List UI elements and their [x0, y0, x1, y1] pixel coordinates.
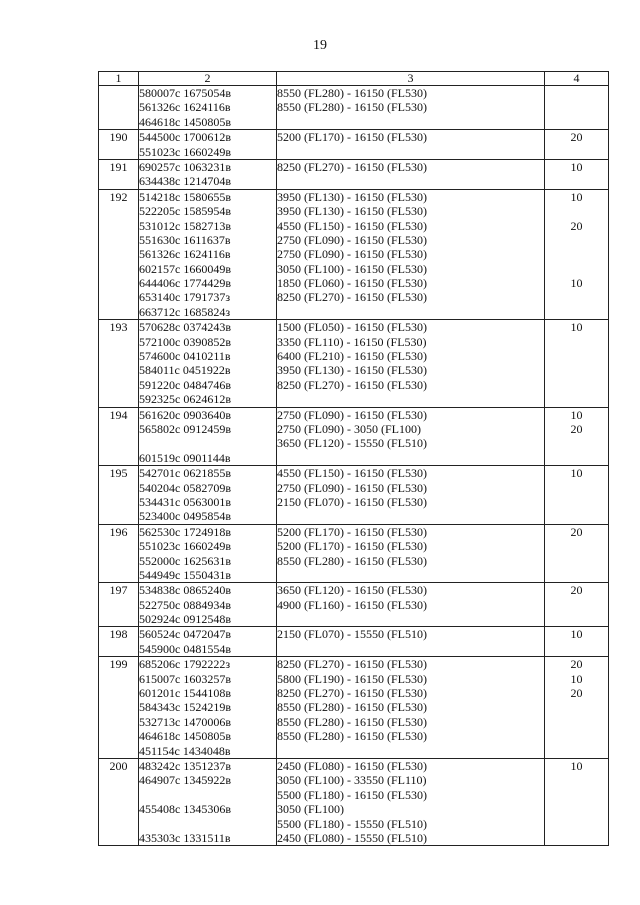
- value-line: [545, 788, 608, 802]
- coordinate-line: 534838c 0865240в: [139, 583, 231, 598]
- value-line: 20: [570, 686, 583, 701]
- altitude-range-line: 1500 (FL050) - 16150 (FL530): [277, 320, 427, 335]
- coordinate-line: 584011c 0451922в: [139, 363, 231, 378]
- value-line: [545, 451, 608, 465]
- vals-cell: [545, 189, 609, 320]
- coordinate-line: 561620c 0903640в: [139, 407, 231, 422]
- coordinate-line: 561326c 1624116в: [139, 247, 231, 262]
- value-line: [545, 262, 608, 276]
- coordinate-line: 601201c 1544108в: [139, 686, 231, 701]
- coordinate-line: 690257c 1063231в: [139, 159, 231, 174]
- page-number: 19: [313, 38, 327, 53]
- coordinate-line: 534431c 0563001в: [139, 494, 231, 509]
- value-line: [545, 642, 608, 656]
- altitude-range-line: 2750 (FL090) - 16150 (FL530): [277, 480, 427, 495]
- altitude-range-line: 5200 (FL170) - 16150 (FL530): [277, 539, 427, 554]
- column-header: 4: [545, 72, 609, 86]
- altitude-range-line: 4550 (FL150) - 16150 (FL530): [277, 466, 427, 481]
- value-line: [545, 831, 608, 845]
- alts-cell: [277, 159, 545, 189]
- value-line: 10: [570, 758, 583, 773]
- value-line: [545, 715, 608, 729]
- altitude-range-line: 3050 (FL100) - 33550 (FL110): [277, 773, 427, 788]
- value-line: [545, 290, 608, 304]
- coordinate-line: 464907c 1345922в: [139, 773, 231, 788]
- vals-cell: [545, 407, 609, 466]
- coordinate-line: 580007c 1675054в: [139, 86, 231, 100]
- coordinate-line: 455408c 1345306в: [139, 802, 231, 817]
- altitude-range-line: 8550 (FL280) - 16150 (FL530): [277, 729, 427, 744]
- value-line: [545, 115, 608, 129]
- value-line: [545, 495, 608, 509]
- value-line: [545, 729, 608, 743]
- value-line: [545, 700, 608, 714]
- codes-cell: [139, 189, 277, 320]
- coordinate-line: 591220c 0484746в: [139, 377, 231, 392]
- altitude-range-line: 8250 (FL270) - 16150 (FL530): [277, 159, 427, 174]
- coordinate-line: 523400c 0495854в: [139, 509, 231, 524]
- value-line: [545, 612, 608, 626]
- value-line: 10: [570, 320, 583, 335]
- altitude-range-line: 3950 (FL130) - 16150 (FL530): [277, 363, 427, 378]
- value-line: 10: [570, 466, 583, 481]
- altitude-range-line: 4900 (FL160) - 16150 (FL530): [277, 597, 427, 612]
- altitude-range-line: 8250 (FL270) - 16150 (FL530): [277, 377, 427, 392]
- coordinate-line: 560524c 0472047в: [139, 627, 231, 642]
- coordinate-line: 685206c 1792222з: [139, 657, 231, 672]
- coordinate-line: 584343c 1524219в: [139, 700, 231, 715]
- coordinate-line: 545900c 0481554в: [139, 641, 231, 656]
- coordinate-line: 634438c 1214704в: [139, 174, 231, 189]
- value-line: 10: [570, 276, 583, 291]
- coordinate-line: 663712c 1685824з: [139, 304, 231, 319]
- altitude-range-line: 2450 (FL080) - 16150 (FL530): [277, 758, 427, 773]
- coordinate-line: [139, 436, 276, 450]
- altitude-range-line: [277, 642, 544, 656]
- coordinate-line: 464618c 1450805в: [139, 729, 231, 744]
- table-row: [99, 189, 609, 320]
- altitude-range-line: [277, 115, 544, 129]
- altitude-range-line: [277, 392, 544, 406]
- value-line: 20: [570, 657, 583, 672]
- row-number: 192: [99, 189, 139, 320]
- coordinate-line: 653140c 1791737з: [139, 290, 231, 305]
- altitude-range-line: [277, 509, 544, 523]
- altitude-range-line: 5500 (FL180) - 16150 (FL530): [277, 787, 427, 802]
- value-line: 10: [570, 159, 583, 174]
- row-number: 190: [99, 130, 139, 160]
- coordinate-line: 565802c 0912459в: [139, 421, 231, 436]
- altitude-range-line: 1850 (FL060) - 16150 (FL530): [277, 276, 427, 291]
- row-number: 197: [99, 583, 139, 627]
- codes-cell: [139, 407, 277, 466]
- vals-cell: [545, 320, 609, 407]
- altitude-range-line: 3950 (FL130) - 16150 (FL530): [277, 189, 427, 204]
- coordinate-line: 561326c 1624116в: [139, 100, 231, 115]
- value-line: 20: [570, 524, 583, 539]
- row-number: 194: [99, 407, 139, 466]
- coordinate-line: 601519c 0901144в: [139, 450, 231, 465]
- coordinate-line: 522205c 1585954в: [139, 204, 231, 219]
- column-header: 2: [139, 72, 277, 86]
- value-line: [545, 100, 608, 114]
- alts-cell: [277, 758, 545, 845]
- coordinate-line: [139, 788, 276, 802]
- value-line: [545, 598, 608, 612]
- coordinate-line: 644406c 1774429в: [139, 276, 231, 291]
- coordinate-line: 592325c 0624612в: [139, 392, 231, 407]
- vals-cell: [545, 130, 609, 160]
- altitude-range-line: 5500 (FL180) - 15550 (FL510): [277, 816, 427, 831]
- table-row: [99, 583, 609, 627]
- codes-cell: [139, 583, 277, 627]
- codes-cell: [139, 524, 277, 583]
- altitude-range-line: 2750 (FL090) - 16150 (FL530): [277, 247, 427, 262]
- coordinate-line: 615007c 1603257в: [139, 671, 231, 686]
- codes-cell: [139, 130, 277, 160]
- row-number: 195: [99, 466, 139, 525]
- vals-cell: [545, 86, 609, 130]
- altitude-range-line: 3650 (FL120) - 15550 (FL510): [277, 436, 427, 451]
- coordinate-line: [139, 817, 276, 831]
- altitude-range-line: [277, 174, 544, 188]
- coordinate-line: 542701c 0621855в: [139, 466, 231, 481]
- codes-cell: [139, 86, 277, 130]
- coordinate-line: 552000c 1625631в: [139, 553, 231, 568]
- column-header: 1: [99, 72, 139, 86]
- alts-cell: [277, 657, 545, 759]
- vals-cell: [545, 159, 609, 189]
- table-header-row: [99, 72, 609, 86]
- coordinate-line: 531012c 1582713в: [139, 218, 231, 233]
- value-line: [545, 436, 608, 450]
- value-line: [545, 392, 608, 406]
- value-line: [545, 174, 608, 188]
- altitude-range-line: 2450 (FL080) - 15550 (FL510): [277, 830, 427, 845]
- value-line: [545, 568, 608, 582]
- value-line: [545, 145, 608, 159]
- value-line: [545, 349, 608, 363]
- row-number: 200: [99, 758, 139, 845]
- alts-cell: [277, 524, 545, 583]
- altitude-range-line: 3050 (FL100): [277, 802, 344, 817]
- altitude-range-line: 3950 (FL130) - 16150 (FL530): [277, 204, 427, 219]
- alts-cell: [277, 86, 545, 130]
- coordinate-line: 522750c 0884934в: [139, 597, 231, 612]
- altitude-range-line: 2750 (FL090) - 3050 (FL100): [277, 421, 421, 436]
- coordinate-line: 540204c 0582709в: [139, 480, 231, 495]
- altitude-range-line: [277, 305, 544, 319]
- table-row: [99, 407, 609, 466]
- coordinate-line: 464618c 1450805в: [139, 114, 231, 129]
- coordinate-line: 551023c 1660249в: [139, 144, 231, 159]
- row-number: [99, 86, 139, 130]
- table-row: [99, 627, 609, 657]
- value-line: 10: [570, 407, 583, 422]
- table-row: [99, 320, 609, 407]
- altitude-range-line: 6400 (FL210) - 16150 (FL530): [277, 349, 427, 364]
- altitude-range-line: 8550 (FL280) - 16150 (FL530): [277, 553, 427, 568]
- altitude-range-line: [277, 145, 544, 159]
- coordinate-line: 551630c 1611637в: [139, 232, 231, 247]
- coordinate-line: 544949c 1550431в: [139, 567, 231, 582]
- altitude-range-line: 3350 (FL110) - 16150 (FL530): [277, 334, 427, 349]
- row-number: 198: [99, 627, 139, 657]
- altitude-range-line: 5800 (FL190) - 16150 (FL530): [277, 671, 427, 686]
- altitude-range-line: 2150 (FL070) - 16150 (FL530): [277, 494, 427, 509]
- coordinate-line: 435303c 1331511в: [139, 830, 231, 845]
- altitude-range-line: 4550 (FL150) - 16150 (FL530): [277, 218, 427, 233]
- altitude-range-line: 2750 (FL090) - 16150 (FL530): [277, 407, 427, 422]
- alts-cell: [277, 407, 545, 466]
- vals-cell: [545, 657, 609, 759]
- vals-cell: [545, 466, 609, 525]
- value-line: [545, 773, 608, 787]
- coordinate-line: 532713c 1470006в: [139, 714, 231, 729]
- value-line: [545, 247, 608, 261]
- vals-cell: [545, 627, 609, 657]
- coordinate-line: 562530c 1724918в: [139, 524, 231, 539]
- row-number: 199: [99, 657, 139, 759]
- value-line: [545, 817, 608, 831]
- coordinate-line: 602157c 1660049в: [139, 261, 231, 276]
- value-line: 20: [570, 218, 583, 233]
- value-line: [545, 481, 608, 495]
- altitude-range-line: [277, 451, 544, 465]
- coordinate-line: 551023c 1660249в: [139, 539, 231, 554]
- coordinate-line: 544500c 1700612в: [139, 130, 231, 145]
- altitude-range-line: 8550 (FL280) - 16150 (FL530): [277, 700, 427, 715]
- value-line: [545, 86, 608, 100]
- alts-cell: [277, 130, 545, 160]
- table-row: [99, 86, 609, 130]
- value-line: 10: [570, 627, 583, 642]
- codes-cell: [139, 758, 277, 845]
- codes-cell: [139, 159, 277, 189]
- value-line: [545, 509, 608, 523]
- codes-cell: [139, 466, 277, 525]
- altitude-range-line: 5200 (FL170) - 16150 (FL530): [277, 524, 427, 539]
- altitude-range-line: [277, 612, 544, 626]
- altitude-range-line: 5200 (FL170) - 16150 (FL530): [277, 130, 427, 145]
- altitude-range-line: 8550 (FL280) - 16150 (FL530): [277, 86, 427, 100]
- altitude-range-line: 2750 (FL090) - 16150 (FL530): [277, 232, 427, 247]
- altitude-range-line: 8550 (FL280) - 16150 (FL530): [277, 714, 427, 729]
- table-row: [99, 130, 609, 160]
- table-row: [99, 524, 609, 583]
- value-line: [545, 204, 608, 218]
- altitude-range-line: [277, 568, 544, 582]
- coordinate-line: 570628c 0374243в: [139, 320, 231, 335]
- altitude-range-line: 3050 (FL100) - 16150 (FL530): [277, 261, 427, 276]
- codes-cell: [139, 657, 277, 759]
- value-line: [545, 554, 608, 568]
- value-line: 10: [570, 189, 583, 204]
- value-line: [545, 802, 608, 816]
- coordinate-line: 483242c 1351237в: [139, 758, 231, 773]
- coordinate-line: 574600c 0410211в: [139, 349, 231, 364]
- alts-cell: [277, 320, 545, 407]
- table-row: [99, 159, 609, 189]
- value-line: [545, 363, 608, 377]
- altitude-range-line: 8250 (FL270) - 16150 (FL530): [277, 686, 427, 701]
- alts-cell: [277, 189, 545, 320]
- column-header: 3: [277, 72, 545, 86]
- altitude-range-line: 8550 (FL280) - 16150 (FL530): [277, 100, 427, 115]
- route-table: [98, 71, 609, 846]
- table-body: [99, 86, 609, 846]
- value-line: 20: [570, 130, 583, 145]
- vals-cell: [545, 524, 609, 583]
- coordinate-line: 451154c 1434048в: [139, 743, 231, 758]
- codes-cell: [139, 627, 277, 657]
- alts-cell: [277, 627, 545, 657]
- row-number: 193: [99, 320, 139, 407]
- value-line: [545, 539, 608, 553]
- vals-cell: [545, 758, 609, 845]
- alts-cell: [277, 466, 545, 525]
- value-line: [545, 335, 608, 349]
- altitude-range-line: 3650 (FL120) - 16150 (FL530): [277, 583, 427, 598]
- value-line: [545, 378, 608, 392]
- value-line: [545, 305, 608, 319]
- coordinate-line: 502924c 0912548в: [139, 612, 231, 627]
- value-line: 20: [570, 421, 583, 436]
- table-row: [99, 657, 609, 759]
- value-line: [545, 744, 608, 758]
- table-row: [99, 466, 609, 525]
- altitude-range-line: 8250 (FL270) - 16150 (FL530): [277, 290, 427, 305]
- alts-cell: [277, 583, 545, 627]
- altitude-range-line: 8250 (FL270) - 16150 (FL530): [277, 657, 427, 672]
- coordinate-line: 514218c 1580655в: [139, 189, 231, 204]
- table-row: [99, 758, 609, 845]
- altitude-range-line: 2150 (FL070) - 15550 (FL510): [277, 627, 427, 642]
- row-number: 196: [99, 524, 139, 583]
- value-line: [545, 233, 608, 247]
- vals-cell: [545, 583, 609, 627]
- codes-cell: [139, 320, 277, 407]
- value-line: 10: [570, 671, 583, 686]
- value-line: 20: [570, 583, 583, 598]
- row-number: 191: [99, 159, 139, 189]
- coordinate-line: 572100c 0390852в: [139, 334, 231, 349]
- altitude-range-line: [277, 744, 544, 758]
